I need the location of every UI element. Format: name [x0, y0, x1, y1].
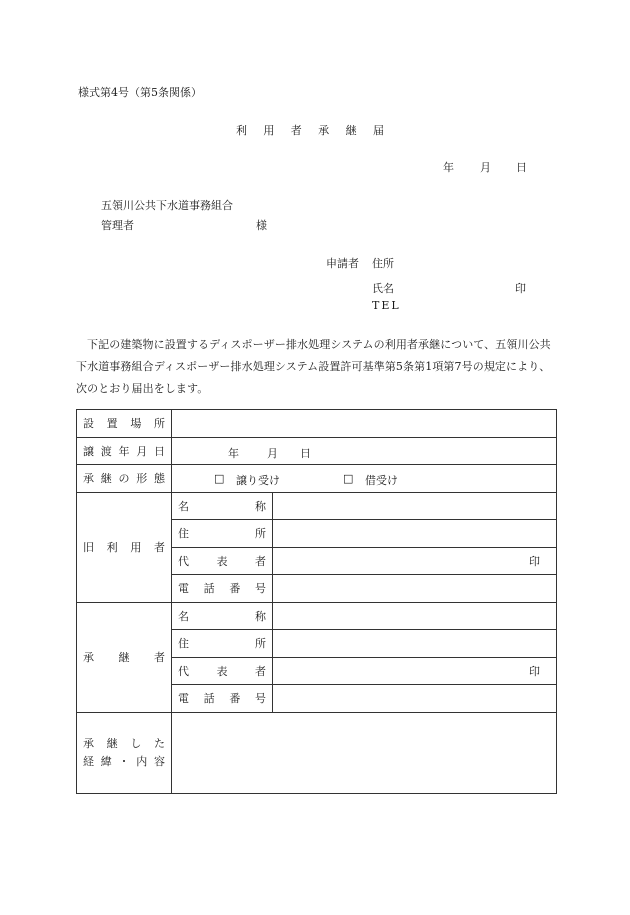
- transfer-date-day: 日: [300, 446, 311, 460]
- transfer-date-label-cell: [77, 437, 172, 465]
- successor-address-input[interactable]: [273, 630, 557, 658]
- body-paragraph: 下記の建築物に設置するディスポーザー排水処理システムの利用者承継について、五領川公共下水道事務組合ディスポーザー排水処理システム設置許可基準第5条第1項第7号の規定により、次のとおり届出をします。: [76, 338, 551, 395]
- applicant-address-label: 住所: [372, 257, 394, 270]
- option-transfer-label: 譲り受け: [236, 474, 280, 487]
- recipient-organization: 五領川公共下水道事務組合: [101, 199, 233, 212]
- former-address-label: 住 所: [178, 527, 266, 541]
- successor-label: 承 継 者: [83, 651, 165, 664]
- transfer-date-month: 月: [267, 446, 278, 460]
- location-label-cell: [77, 410, 172, 438]
- document-title: [236, 122, 384, 138]
- table-row: [77, 410, 557, 438]
- table-row: [77, 437, 557, 465]
- successor-representative-label-cell: [172, 657, 273, 685]
- transfer-date-year: 年: [228, 446, 239, 460]
- former-name-label-cell: [172, 492, 273, 520]
- former-address-label-cell: [172, 520, 273, 548]
- successor-representative-label: 代 表 者: [178, 664, 266, 678]
- former-representative-label-cell: [172, 547, 273, 575]
- successor-address-label: 住 所: [178, 637, 266, 651]
- date-year: 年: [443, 161, 454, 174]
- successor-name-label: 名 称: [178, 609, 266, 623]
- title-char: 利: [236, 124, 247, 137]
- details-label: [77, 735, 171, 771]
- successor-representative-input[interactable]: [273, 657, 557, 685]
- recipient-position: 管理者: [101, 219, 134, 232]
- former-name-input[interactable]: [273, 492, 557, 520]
- successor-phone-input[interactable]: [273, 685, 557, 713]
- applicant-name-label: 氏名: [372, 282, 394, 295]
- successor-phone-label: 電 話 番 号: [178, 692, 266, 706]
- former-phone-label-cell: [172, 575, 273, 603]
- successor-phone-label-cell: [172, 685, 273, 713]
- checkbox-lease[interactable]: □: [343, 472, 354, 485]
- successor-label-cell: [77, 602, 172, 712]
- details-label-line1: 承 継 し た: [83, 736, 165, 750]
- details-input[interactable]: [172, 712, 557, 793]
- former-user-label: 旧 利 用 者: [83, 541, 165, 554]
- table-row: [77, 602, 557, 630]
- applicant-label: 申請者: [326, 257, 359, 270]
- transfer-date-label: 譲 渡 年 月 日: [83, 444, 165, 458]
- successor-name-input[interactable]: [273, 602, 557, 630]
- date-month: 月: [480, 161, 491, 174]
- option-lease-label: 借受け: [365, 474, 398, 487]
- table-row: [77, 465, 557, 493]
- location-label: 設 置 場 所: [83, 417, 165, 431]
- successor-seal-mark: 印: [529, 664, 540, 678]
- date-day: 日: [516, 161, 527, 174]
- recipient-honorific: 様: [256, 219, 267, 232]
- title-char: 者: [290, 124, 302, 137]
- former-phone-label: 電 話 番 号: [178, 582, 266, 596]
- succession-type-label: 承 継 の 形 態: [83, 472, 165, 486]
- title-char: 届: [372, 124, 384, 137]
- former-phone-input[interactable]: [273, 575, 557, 603]
- table-row: [77, 492, 557, 520]
- succession-type-options: [172, 465, 557, 493]
- succession-type-label-cell: [77, 465, 172, 493]
- applicant-seal: 印: [515, 282, 526, 295]
- form-number: 様式第4号（第5条関係）: [78, 86, 202, 99]
- location-input[interactable]: [172, 410, 557, 438]
- former-representative-label: 代 表 者: [178, 554, 266, 568]
- table-row: [77, 712, 557, 793]
- title-char: 承: [318, 124, 330, 137]
- former-representative-input[interactable]: [273, 547, 557, 575]
- transfer-date-input[interactable]: [172, 437, 557, 465]
- former-user-label-cell: [77, 492, 172, 602]
- former-address-input[interactable]: [273, 520, 557, 548]
- former-name-label: 名 称: [178, 499, 266, 513]
- details-label-cell: [77, 712, 172, 793]
- checkbox-transfer[interactable]: □: [214, 472, 225, 485]
- successor-address-label-cell: [172, 630, 273, 658]
- title-char: 継: [345, 124, 357, 137]
- successor-name-label-cell: [172, 602, 273, 630]
- succession-form-table: [76, 409, 557, 794]
- former-seal-mark: 印: [529, 554, 540, 568]
- applicant-tel-label: TEL: [372, 299, 401, 312]
- title-char: 用: [263, 124, 275, 137]
- details-label-line2: 経 緯 ・ 内 容: [83, 754, 165, 768]
